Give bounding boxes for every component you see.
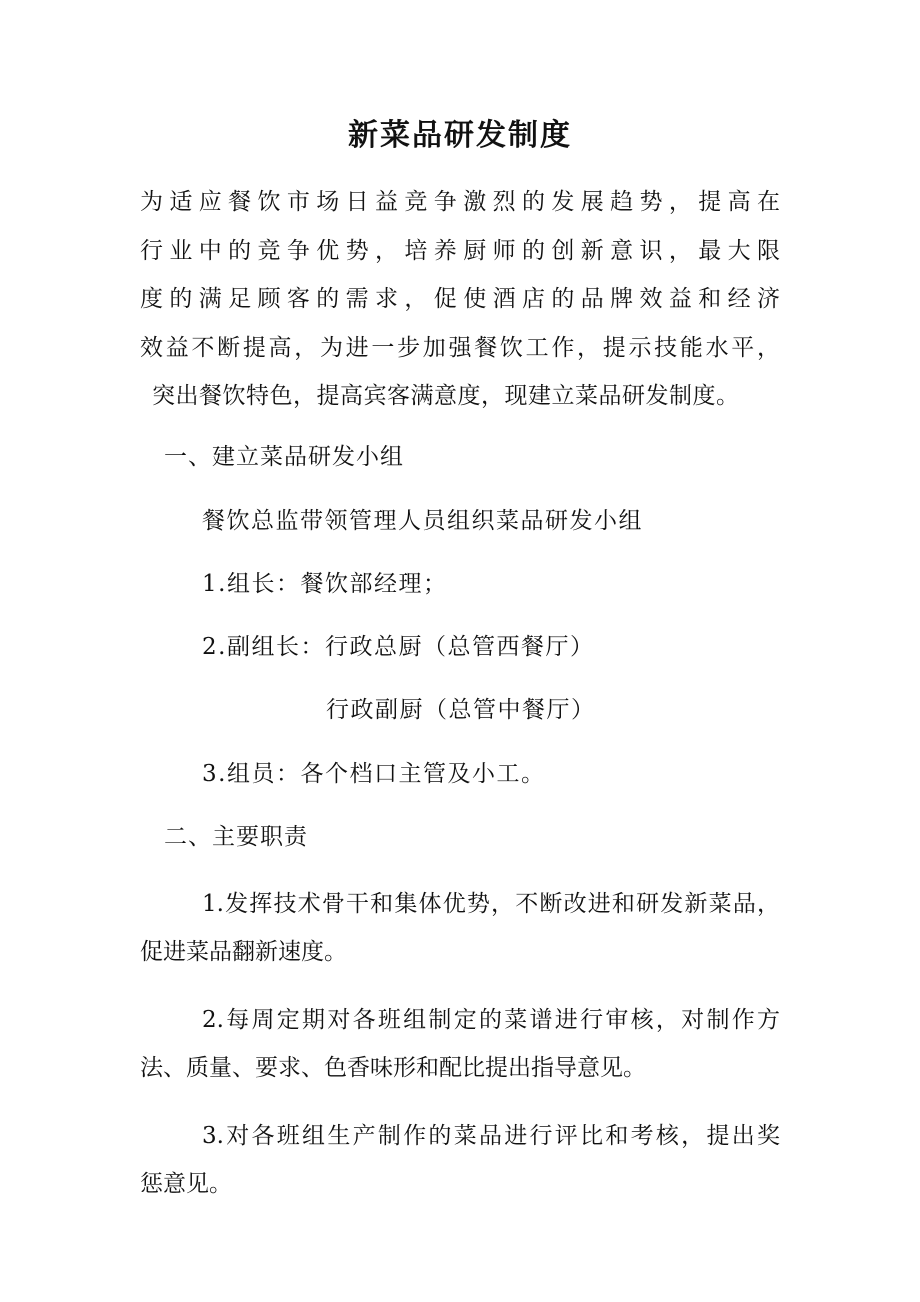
section-1-line: 3.组员：各个档口主管及小工。 [202,761,546,787]
section-1-line: 2.副组长：行政总厨（总管西餐厅） [202,634,595,660]
intro-line: 效益不断提高，为进一步加强餐饮工作，提示技能水平， [140,334,780,361]
section-1-heading: 一、建立菜品研发小组 [164,444,404,470]
intro-paragraph [140,178,780,421]
duty-item-line: 法、质量、要求、色香味形和配比提出指导意见。 [140,1055,646,1081]
section-1-line: 1.组长：餐饮部经理； [202,571,448,597]
intro-line: 为适应餐饮市场日益竞争激烈的发展趋势，提高在 [140,189,780,215]
intro-line: 度的满足顾客的需求，促使酒店的品牌效益和经济 [140,286,780,312]
section-2-heading: 二、主要职责 [164,824,308,850]
duty-item [140,880,780,976]
intro-line: 突出餐饮特色，提高宾客满意度，现建立菜品研发制度。 [152,383,740,409]
document-title: 新菜品研发制度 [348,118,572,153]
intro-line: 行业中的竞争优势，培养厨师的创新意识，最大限 [140,237,780,264]
duty-item-line: 惩意见。 [140,1171,232,1197]
duty-item-line: 2.每周定期对各班组制定的菜谱进行审核，对制作方 [202,1007,780,1033]
duty-item-line: 1.发挥技术骨干和集体优势，不断改进和研发新菜品， [202,891,780,917]
section-1-line: 餐饮总监带领管理人员组织菜品研发小组 [202,508,643,534]
duty-item [140,1112,780,1208]
duty-item-line: 促进菜品翻新速度。 [140,939,347,965]
duty-item [140,996,780,1092]
duty-item-line: 3.对各班组生产制作的菜品进行评比和考核，提出奖 [202,1123,780,1149]
section-1-line: 行政副厨（总管中餐厅） [326,697,596,723]
